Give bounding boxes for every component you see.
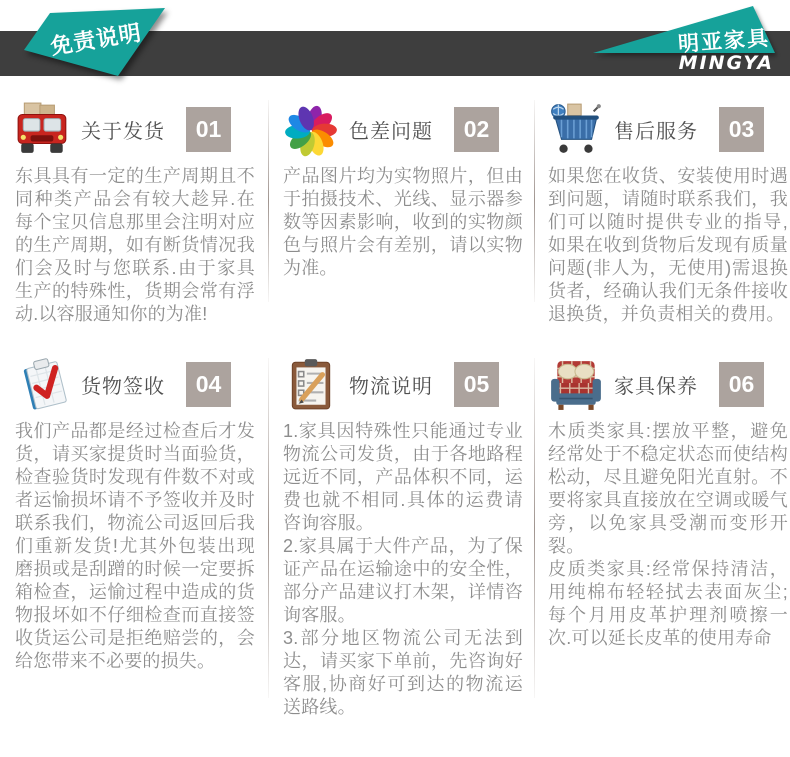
clipboard-check-icon [15, 356, 71, 412]
section-goods-receipt [15, 352, 255, 673]
section-title: 售后服务 [614, 120, 698, 143]
sofa-icon [548, 356, 604, 412]
section-paragraph: 产品图片均为实物照片，但由于拍摄技术、光线、显示器参数等因素影响，收到的实物颜色与照片会有差别，请以实物为准。 [283, 166, 523, 278]
shopping-cart-icon [548, 101, 604, 157]
section-after-sales [548, 97, 788, 326]
section-paragraph: 东具具有一定的生产周期且不同种类产品会有较大趁异.在每个宝贝信息那里会注明对应的生产周期，如有断货情况我们会及时与您联系.由于家具生产的特殊性，货期会常有浮动.以容服通知你的为准! [15, 166, 255, 324]
section-paragraph: 木质类家具:摆放平整，避免经常处于不稳定状态而使结构松动，尽且避免阳光直射。不要将家具直接放在空调或暖气旁，以免家具受潮而变形开裂。 [548, 421, 788, 556]
section-number-badge: 06 [719, 362, 764, 407]
section-header [283, 352, 523, 416]
section-furniture-care [548, 352, 788, 650]
section-header [15, 352, 255, 416]
delivery-truck-icon [15, 101, 71, 157]
column-divider [534, 358, 535, 698]
section-logistics [283, 352, 523, 719]
section-title: 家具保养 [614, 375, 698, 398]
brand-name: 明亚家具 [677, 26, 771, 57]
section-title: 物流说明 [349, 375, 433, 398]
brand-logo: MINGYA [678, 52, 774, 74]
section-paragraph: 我们产品都是经过检查后才发货，请买家提货时当面验货，检查验货时发现有件数不对或者运愉损坏请不予签收并及时联系我们，物流公司返回后我们重新发货!尤其外包装出现磨损或是刮蹭的时候一定要拆箱检查，运愉过程中造成的货物报坏如不仔细检查而直接签收货运公司是拒绝赔尝的，会给您带来不必要的损失。 [15, 421, 255, 671]
section-body [283, 420, 523, 719]
disclaimer-banner-label: 免责说明 [48, 19, 144, 60]
section-paragraph: 皮质类家具:经常保持清洁，用纯棉布轻轻拭去表面灰尘;每个月用皮革护理剂喷擦一次.可以延长皮革的使用寿命 [548, 559, 788, 648]
column-divider [534, 100, 535, 302]
section-body [15, 420, 255, 673]
section-body [283, 165, 523, 280]
column-divider [268, 100, 269, 302]
section-paragraph: 2.家具属于大件产品，为了保证产品在运输途中的安全性，部分产品建议打木架，详情咨询客服。 [283, 536, 523, 625]
section-title: 货物签收 [81, 375, 165, 398]
section-color-difference [283, 97, 523, 280]
section-number-badge: 03 [719, 107, 764, 152]
section-number-badge: 02 [454, 107, 499, 152]
section-header [15, 97, 255, 161]
section-header [548, 97, 788, 161]
section-paragraph: 3.部分地区物流公司无法到达，请买家下单前，先咨询好客服,协商好可到达的物流运送路线。 [283, 628, 523, 717]
section-header [548, 352, 788, 416]
section-body [548, 165, 788, 326]
section-number-badge: 01 [186, 107, 231, 152]
color-wheel-icon [283, 101, 339, 157]
section-header [283, 97, 523, 161]
section-paragraph: 1.家具因特殊性只能通过专业物流公司发货，由于各地路程远近不同，产品体积不同，运费也就不相同.具体的运费请咨询容服。 [283, 421, 523, 533]
clipboard-pencil-icon [283, 356, 339, 412]
section-title: 关于发货 [81, 120, 165, 143]
section-number-badge: 05 [454, 362, 499, 407]
section-body [15, 165, 255, 326]
column-divider [268, 358, 269, 698]
section-body [548, 420, 788, 650]
section-paragraph: 如果您在收货、安装使用时遇到问题，请随时联系我们，我们可以随时提供专业的指导,如果在收到货物后发现有质量问题(非人为，无使用)需退换货者，经确认我们无条件接收退换货，并负责相关的费用。 [548, 166, 788, 324]
section-number-badge: 04 [186, 362, 231, 407]
section-shipping [15, 97, 255, 326]
section-title: 色差问题 [349, 120, 433, 143]
